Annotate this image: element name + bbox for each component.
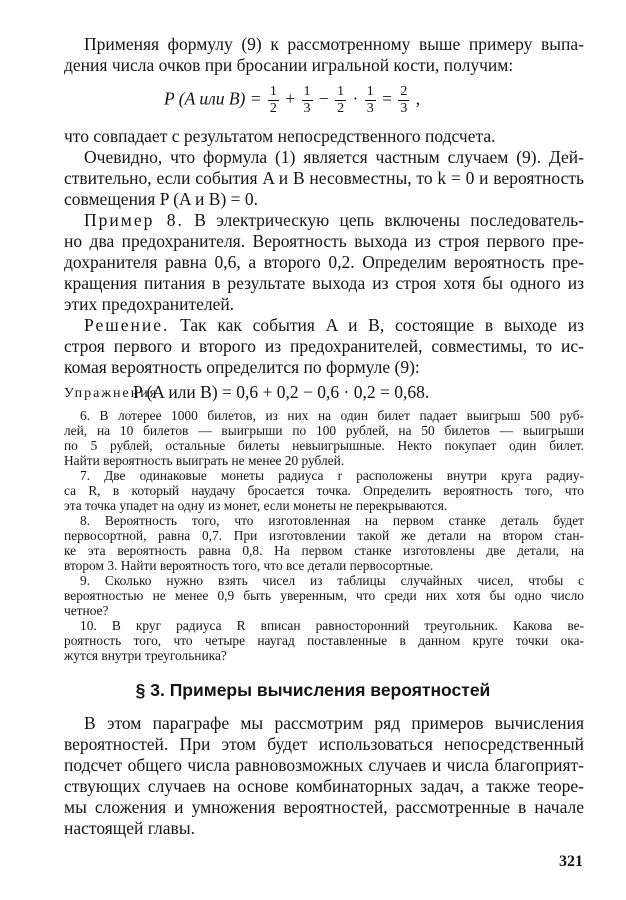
paragraph-1-line-1: Применяя формулу (9) к рассмотренному выше примеру выпа- [84,34,584,54]
exercise-6-line-3: по 5 рублей, остальные билеты невыигрышные. Некто покупает один билет. [64,438,584,453]
exercise-6-line-4: Найти вероятность выиграть не менее 20 рублей. [64,453,345,468]
exercise-10-line-2: роятность того, что четыре наугад поставленные в данном круге точки ока- [64,633,584,648]
exercise-7-line-1: 7. Две одинаковые монеты радиуса r расположены внутри круга радиу- [80,468,584,483]
fraction-denominator: 3 [303,101,311,116]
formula-1-fraction-2 [302,84,313,117]
exercise-8-line-4: втором 3. Найти вероятность того, что все детали первосортные. [64,558,434,573]
example-8-line-3: дохранителя равна 0,6, а второго 0,2. Определим вероятность пре- [64,252,584,272]
formula-1-fraction-5 [398,84,409,117]
section-paragraph-line-1: В этом параграфе мы рассмотрим ряд примеров вычисления [84,713,584,733]
fraction-numerator: 1 [366,84,374,99]
example-8-label: Пример 8. [84,210,184,230]
section-heading: § 3. Примеры вычисления вероятностей [135,680,491,700]
example-8-line-5: этих предохранителей. [64,294,235,314]
formula-1-fraction-1 [268,84,279,117]
paragraph-3-line-3: совмещения P (A и B) = 0. [64,189,259,209]
solution-line-2: строя первого и второго из предохранителей, совместимы, то ис- [64,336,584,356]
fraction-denominator: 3 [366,101,374,116]
exercise-7-line-3: эта точка упадет на одну из монет, если монеты не перекрываются. [64,498,448,513]
paragraph-3-line-2: ствительно, если события A и B несовместны, то k = 0 и вероятность [64,168,584,188]
exercise-6-line-2: лей, на 10 билетов — выигрыши по 100 рублей, на 50 билетов — выигрыши [64,423,584,438]
section-paragraph-line-6: настоящей главы. [64,818,195,838]
section-paragraph-line-2: вероятностей. При этом будет использоваться непосредственный [64,734,584,754]
section-paragraph-line-3: подсчет общего числа равновозможных случаев и числа благоприят- [64,755,584,775]
page-number: 321 [559,853,583,870]
exercise-10-line-3: жутся внутри треугольника? [64,648,227,663]
example-8-line-2: но два предохранителя. Вероятность выхода из строя первого пре- [64,231,584,251]
formula-1-operator: · [352,88,359,109]
paragraph-1-line-2: дения числа очков при бросании игральной кости, получим: [64,55,514,75]
exercise-7-line-2: са R, в который наудачу бросается точка. Определить вероятность того, что [64,483,584,498]
example-8-line-1 [84,210,584,231]
paragraph-2: что совпадает с результатом непосредственного подсчета. [64,126,496,146]
formula-1-operator: = [382,88,392,109]
paragraph-3-line-1: Очевидно, что формула (1) является частным случаем (9). Дей- [84,147,584,167]
formula-1-lhs: P (A или B) = [164,88,262,109]
solution-line-1 [84,315,584,336]
exercise-9-line-3: четное? [64,603,109,618]
formula-1-operator: − [318,88,329,109]
fraction-numerator: 1 [303,84,311,99]
fraction-numerator: 1 [269,84,277,99]
solution-text: Так как события A и B, состоящие в выходе из [180,315,584,335]
formula-1-fraction-3 [335,84,346,117]
fraction-denominator: 2 [269,101,277,116]
section-paragraph-line-5: мы сложения и умножения вероятностей, рассмотренные в начале [64,797,584,817]
exercise-8-line-2: первосортной, равна 0,7. При изготовлении такой же детали на втором стан- [64,528,584,543]
fraction-denominator: 2 [337,101,345,116]
fraction-numerator: 1 [337,84,345,99]
section-paragraph-line-4: ствующих случаев на основе комбинаторных задач, а также теоре- [64,776,584,796]
formula-1 [164,84,420,117]
fraction-numerator: 2 [400,84,408,99]
solution-label: Решение. [84,315,170,335]
formula-1-fraction-4 [365,84,376,117]
exercise-9-line-1: 9. Сколько нужно взять чисел из таблицы случайных чисел, чтобы с [80,573,584,588]
exercise-9-line-2: вероятностью не менее 0,9 быть уверенным, что среди них хотя бы одно число [64,588,584,603]
exercises-heading: Упражнения [64,386,159,401]
exercise-8-line-1: 8. Вероятность того, что изготовленная на первом станке деталь будет [80,513,584,528]
exercise-10-line-1: 10. В круг радиуса R вписан равносторонний треугольник. Какова ве- [80,618,584,633]
example-8-line-4: кращения питания в результате выхода из строя хотя бы одного из [64,273,584,293]
fraction-denominator: 3 [400,101,408,116]
solution-line-3: комая вероятность определится по формуле (9): [64,357,420,377]
exercise-8-line-3: ке эта вероятность равна 0,8. На первом станке изготовлены две детали, на [64,543,584,558]
formula-1-tail: , [415,88,421,109]
exercise-6-line-1: 6. В лотерее 1000 билетов, из них на один билет падает выигрыш 500 руб- [80,408,584,423]
example-8-text: В электрическую цепь включены последователь- [194,210,584,230]
formula-2: P (A или B) = 0,6 + 0,2 − 0,6 · 0,2 = 0,68. [133,382,430,402]
formula-1-operator: + [285,88,296,109]
